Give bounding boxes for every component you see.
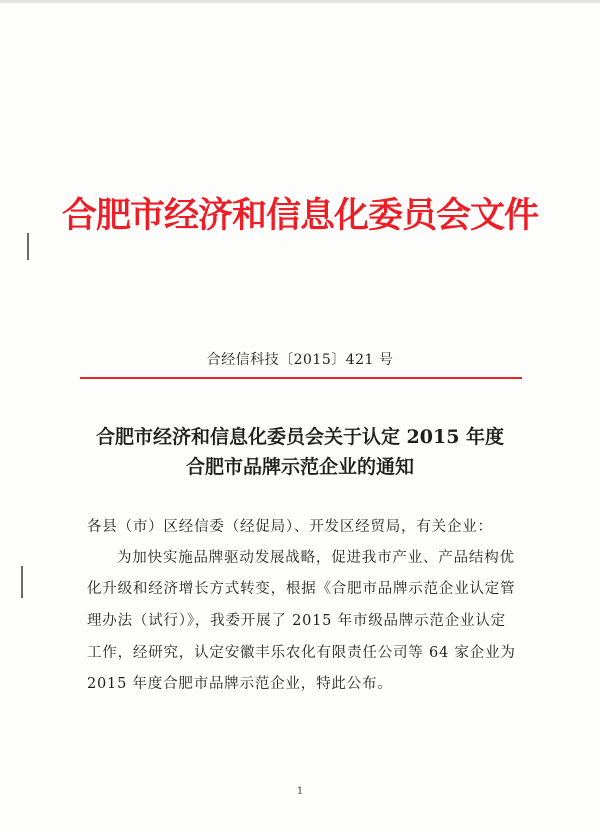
- body-line-5: 2015 年度合肥市品牌示范企业，特此公布。: [87, 676, 393, 692]
- binding-hole-mark: [27, 233, 29, 260]
- page-number: 1: [296, 786, 304, 797]
- notice-title-line-1: 合肥市经济和信息化委员会关于认定 2015 年度: [95, 426, 505, 448]
- body-line-2: 化升级和经济增长方式转变，根据《合肥市品牌示范企业认定管: [87, 581, 516, 597]
- scan-edge: [0, 0, 600, 3]
- body-line-4: 工作，经研究，认定安徽丰乐农化有限责任公司等 64 家企业为: [87, 645, 516, 661]
- binding-hole-mark: [21, 566, 23, 598]
- letterhead-title: 合肥市经济和信息化委员会文件: [61, 195, 538, 236]
- salutation: 各县（市）区经信委（经促局）、开发区经贸局，有关企业：: [87, 519, 493, 535]
- document-number: 合经信科技〔2015〕421 号: [206, 352, 394, 368]
- body-line-3: 理办法（试行）》，我委开展了 2015 年市级品牌示范企业认定: [87, 613, 506, 629]
- red-separator-rule: [80, 377, 522, 379]
- notice-title-line-2: 合肥市品牌示范企业的通知: [185, 456, 414, 478]
- body-line-1: 为加快实施品牌驱动发展战略，促进我市产业、产品结构优: [117, 550, 515, 566]
